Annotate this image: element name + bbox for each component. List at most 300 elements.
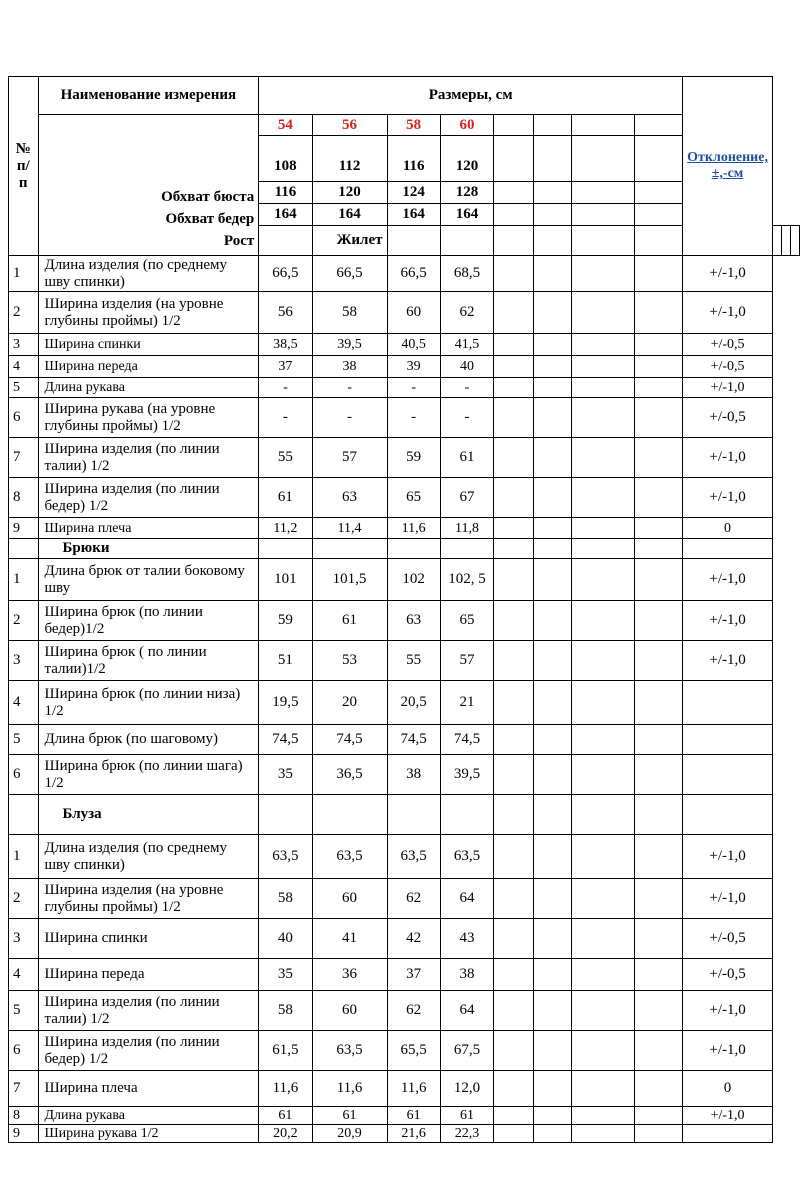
deviation-value: 0 bbox=[683, 518, 773, 539]
deviation-value: +/-1,0 bbox=[683, 1031, 773, 1071]
empty-cell bbox=[534, 204, 571, 226]
measurement-value: 62 bbox=[440, 292, 493, 334]
section-title: Брюки bbox=[38, 539, 259, 559]
measurement-value: 37 bbox=[259, 356, 312, 378]
empty-cell bbox=[571, 334, 634, 356]
deviation-value: +/-1,0 bbox=[683, 879, 773, 919]
measurement-value: 51 bbox=[259, 641, 312, 681]
size-label: 54 bbox=[259, 115, 311, 136]
deviation-value: +/-1,0 bbox=[683, 991, 773, 1031]
empty-cell bbox=[634, 1071, 682, 1107]
empty-cell bbox=[440, 795, 493, 835]
measurement-value: 22,3 bbox=[440, 1125, 493, 1143]
measurement-value: 67 bbox=[440, 478, 493, 518]
bust-value: 116 bbox=[402, 158, 425, 174]
empty-cell bbox=[571, 539, 634, 559]
measurement-value: 42 bbox=[387, 919, 440, 959]
row-number: 9 bbox=[9, 1125, 39, 1143]
measure-value: 164 bbox=[440, 204, 493, 226]
empty-cell bbox=[634, 204, 682, 226]
empty-cell bbox=[634, 518, 682, 539]
measurement-value: 64 bbox=[440, 991, 493, 1031]
measurement-name: Ширина переда bbox=[38, 356, 259, 378]
name-column-header: Наименование измерения bbox=[38, 77, 259, 115]
empty-cell bbox=[9, 539, 39, 559]
deviation-value: +/-0,5 bbox=[683, 959, 773, 991]
measurement-value: 62 bbox=[387, 991, 440, 1031]
measurement-value: - bbox=[259, 398, 312, 438]
empty-cell bbox=[571, 438, 634, 478]
empty-cell bbox=[534, 879, 571, 919]
empty-cell bbox=[494, 835, 534, 879]
deviation-value: +/-1,0 bbox=[683, 835, 773, 879]
empty-cell bbox=[534, 725, 571, 755]
measurement-value: 61 bbox=[387, 1107, 440, 1125]
empty-cell bbox=[534, 1107, 571, 1125]
empty-cell bbox=[634, 681, 682, 725]
measurement-value: 61 bbox=[312, 601, 387, 641]
measurement-value: - bbox=[387, 378, 440, 398]
size-column bbox=[571, 115, 634, 182]
measurement-value: 41 bbox=[312, 919, 387, 959]
measurement-name: Ширина спинки bbox=[38, 919, 259, 959]
empty-cell bbox=[634, 1125, 682, 1143]
deviation-value: +/-0,5 bbox=[683, 919, 773, 959]
deviation-value bbox=[683, 1125, 773, 1143]
measure-labels bbox=[38, 115, 259, 256]
empty-cell bbox=[571, 398, 634, 438]
row-number: 3 bbox=[9, 919, 39, 959]
measurement-value: - bbox=[312, 378, 387, 398]
row-number: 2 bbox=[9, 879, 39, 919]
row-number: 4 bbox=[9, 356, 39, 378]
table-row bbox=[9, 256, 800, 292]
empty-cell bbox=[634, 795, 682, 835]
empty-cell bbox=[634, 292, 682, 334]
empty-cell bbox=[634, 959, 682, 991]
empty-cell bbox=[634, 879, 682, 919]
empty-cell bbox=[534, 398, 571, 438]
table-row bbox=[9, 919, 800, 959]
table-row bbox=[9, 438, 800, 478]
measurement-value: 61 bbox=[440, 1107, 493, 1125]
measurement-value: 41,5 bbox=[440, 334, 493, 356]
empty-cell bbox=[571, 919, 634, 959]
measurement-value: 61 bbox=[312, 1107, 387, 1125]
deviation-value: +/-0,5 bbox=[683, 398, 773, 438]
measure-label-height: Рост bbox=[223, 233, 255, 249]
measurement-name: Ширина изделия (на уровне глубины проймы) 1/2 bbox=[38, 879, 259, 919]
row-number: 7 bbox=[9, 1071, 39, 1107]
empty-cell bbox=[634, 334, 682, 356]
empty-cell bbox=[494, 356, 534, 378]
row-number: 3 bbox=[9, 334, 39, 356]
empty-cell bbox=[534, 356, 571, 378]
table-row bbox=[9, 601, 800, 641]
size-column bbox=[634, 115, 682, 182]
measurement-name: Ширина спинки bbox=[38, 334, 259, 356]
deviation-value: +/-1,0 bbox=[683, 559, 773, 601]
measurement-value: 60 bbox=[387, 292, 440, 334]
empty-cell bbox=[634, 478, 682, 518]
deviation-value: +/-0,5 bbox=[683, 356, 773, 378]
measurement-value: 58 bbox=[259, 879, 312, 919]
empty-cell bbox=[571, 725, 634, 755]
measurement-value: 60 bbox=[312, 879, 387, 919]
empty-cell bbox=[534, 641, 571, 681]
empty-cell bbox=[534, 601, 571, 641]
measurement-value: 65 bbox=[440, 601, 493, 641]
size-column bbox=[259, 115, 312, 182]
empty-cell bbox=[494, 334, 534, 356]
empty-cell bbox=[494, 518, 534, 539]
empty-cell bbox=[494, 755, 534, 795]
measurement-value: 61,5 bbox=[259, 1031, 312, 1071]
empty-cell bbox=[791, 226, 800, 256]
measurement-name: Ширина изделия (по линии талии) 1/2 bbox=[38, 991, 259, 1031]
empty-cell bbox=[571, 1071, 634, 1107]
measurement-value: 74,5 bbox=[440, 725, 493, 755]
table-row bbox=[9, 879, 800, 919]
bust-value: 112 bbox=[338, 158, 361, 174]
empty-cell bbox=[494, 438, 534, 478]
empty-cell bbox=[571, 959, 634, 991]
measurement-value: 40 bbox=[259, 919, 312, 959]
empty-cell bbox=[312, 795, 387, 835]
empty-cell bbox=[634, 378, 682, 398]
empty-cell bbox=[534, 334, 571, 356]
empty-cell bbox=[387, 226, 440, 256]
measurement-value: 63,5 bbox=[259, 835, 312, 879]
deviation-value: +/-1,0 bbox=[683, 256, 773, 292]
measurement-value: 40 bbox=[440, 356, 493, 378]
measurement-value: 12,0 bbox=[440, 1071, 493, 1107]
deviation-value: 0 bbox=[683, 1071, 773, 1107]
empty-cell bbox=[387, 539, 440, 559]
empty-cell bbox=[534, 226, 571, 256]
empty-cell bbox=[494, 1071, 534, 1107]
measurement-value: 74,5 bbox=[312, 725, 387, 755]
measurement-value: 61 bbox=[259, 1107, 312, 1125]
measurement-value: 11,6 bbox=[259, 1071, 312, 1107]
empty-cell bbox=[494, 879, 534, 919]
deviation-value: +/-1,0 bbox=[683, 1107, 773, 1125]
empty-cell bbox=[534, 959, 571, 991]
empty-cell bbox=[571, 641, 634, 681]
measurement-value: 39,5 bbox=[312, 334, 387, 356]
row-number: 5 bbox=[9, 991, 39, 1031]
table-row bbox=[9, 478, 800, 518]
measurement-value: 58 bbox=[259, 991, 312, 1031]
measurement-value: 65 bbox=[387, 478, 440, 518]
measurement-value: 20 bbox=[312, 681, 387, 725]
empty-cell bbox=[571, 1125, 634, 1143]
empty-cell bbox=[571, 378, 634, 398]
empty-cell bbox=[634, 919, 682, 959]
table-row bbox=[9, 334, 800, 356]
table-row bbox=[9, 641, 800, 681]
empty-cell bbox=[534, 991, 571, 1031]
measurement-name: Длина брюк (по шаговому) bbox=[38, 725, 259, 755]
measurement-value: 11,2 bbox=[259, 518, 312, 539]
measurement-value: 66,5 bbox=[387, 256, 440, 292]
empty-cell bbox=[259, 226, 312, 256]
empty-cell bbox=[494, 601, 534, 641]
bust-value: 108 bbox=[274, 158, 297, 174]
size-label: 60 bbox=[441, 115, 493, 136]
measurement-value: 57 bbox=[312, 438, 387, 478]
deviation-value: +/-1,0 bbox=[683, 378, 773, 398]
measurement-value: 63,5 bbox=[312, 1031, 387, 1071]
deviation-value: +/-1,0 bbox=[683, 438, 773, 478]
measurement-value: 63,5 bbox=[312, 835, 387, 879]
empty-cell bbox=[571, 292, 634, 334]
measurement-name: Ширина рукава 1/2 bbox=[38, 1125, 259, 1143]
row-number: 1 bbox=[9, 256, 39, 292]
measurement-value: 11,4 bbox=[312, 518, 387, 539]
empty-cell bbox=[571, 182, 634, 204]
measurement-value: 101 bbox=[259, 559, 312, 601]
empty-cell bbox=[571, 601, 634, 641]
table-row bbox=[9, 959, 800, 991]
empty-cell bbox=[634, 256, 682, 292]
empty-cell bbox=[634, 438, 682, 478]
measurement-value: 53 bbox=[312, 641, 387, 681]
empty-cell bbox=[440, 226, 493, 256]
measurement-value: 61 bbox=[259, 478, 312, 518]
empty-cell bbox=[534, 755, 571, 795]
empty-size-slot bbox=[534, 115, 570, 136]
measurement-value: 63,5 bbox=[440, 835, 493, 879]
empty-cell bbox=[494, 378, 534, 398]
measurement-value: 102, 5 bbox=[440, 559, 493, 601]
measurement-value: 40,5 bbox=[387, 334, 440, 356]
table-row bbox=[9, 991, 800, 1031]
empty-cell bbox=[634, 226, 682, 256]
measurement-value: 63 bbox=[387, 601, 440, 641]
empty-cell bbox=[571, 356, 634, 378]
empty-cell bbox=[259, 539, 312, 559]
empty-cell bbox=[571, 518, 634, 539]
empty-cell bbox=[534, 919, 571, 959]
empty-cell bbox=[440, 539, 493, 559]
measurement-value: 11,6 bbox=[312, 1071, 387, 1107]
empty-cell bbox=[534, 518, 571, 539]
measure-value: 164 bbox=[259, 204, 312, 226]
empty-cell bbox=[494, 795, 534, 835]
measurement-name: Ширина брюк (по линии бедер)1/2 bbox=[38, 601, 259, 641]
measurement-value: 38 bbox=[440, 959, 493, 991]
measurement-value: 39 bbox=[387, 356, 440, 378]
row-number: 2 bbox=[9, 292, 39, 334]
table-row bbox=[9, 1107, 800, 1125]
measurement-value: 21,6 bbox=[387, 1125, 440, 1143]
table-row bbox=[9, 559, 800, 601]
measurement-name: Длина изделия (по среднему шву спинки) bbox=[38, 256, 259, 292]
measurement-value: - bbox=[312, 398, 387, 438]
size-column bbox=[440, 115, 493, 182]
empty-cell bbox=[571, 795, 634, 835]
empty-cell bbox=[634, 539, 682, 559]
measurement-name: Ширина рукава (на уровне глубины проймы) 1/2 bbox=[38, 398, 259, 438]
empty-cell bbox=[634, 1031, 682, 1071]
empty-cell bbox=[571, 681, 634, 725]
measurement-value: 36,5 bbox=[312, 755, 387, 795]
measurement-value: 55 bbox=[387, 641, 440, 681]
measurement-value: 59 bbox=[387, 438, 440, 478]
deviation-value bbox=[683, 725, 773, 755]
measurement-value: 35 bbox=[259, 959, 312, 991]
table-row bbox=[9, 1125, 800, 1143]
measurement-value: 11,6 bbox=[387, 1071, 440, 1107]
size-label: 56 bbox=[313, 115, 387, 136]
row-number: 1 bbox=[9, 835, 39, 879]
empty-cell bbox=[494, 204, 534, 226]
measurement-name: Ширина брюк (по линии низа) 1/2 bbox=[38, 681, 259, 725]
deviation-value bbox=[683, 681, 773, 725]
empty-cell bbox=[534, 378, 571, 398]
empty-cell bbox=[312, 539, 387, 559]
empty-cell bbox=[634, 601, 682, 641]
measurement-value: 74,5 bbox=[387, 725, 440, 755]
empty-cell bbox=[782, 226, 791, 256]
table-row bbox=[9, 356, 800, 378]
measurement-value: 38 bbox=[312, 356, 387, 378]
empty-size-slot bbox=[635, 115, 682, 136]
empty-cell bbox=[494, 559, 534, 601]
measurement-name: Ширина плеча bbox=[38, 1071, 259, 1107]
empty-cell bbox=[494, 1125, 534, 1143]
measurement-value: 63 bbox=[312, 478, 387, 518]
size-column bbox=[387, 115, 440, 182]
row-number: 2 bbox=[9, 601, 39, 641]
table-row bbox=[9, 398, 800, 438]
empty-cell bbox=[494, 641, 534, 681]
measurement-value: 21 bbox=[440, 681, 493, 725]
empty-cell bbox=[494, 182, 534, 204]
measurement-name: Ширина изделия (по линии бедер) 1/2 bbox=[38, 1031, 259, 1071]
empty-cell bbox=[534, 1125, 571, 1143]
measurement-name: Длина рукава bbox=[38, 1107, 259, 1125]
row-number: 7 bbox=[9, 438, 39, 478]
measurement-value: 19,5 bbox=[259, 681, 312, 725]
measurement-value: 36 bbox=[312, 959, 387, 991]
row-number: 5 bbox=[9, 725, 39, 755]
measurement-value: 58 bbox=[312, 292, 387, 334]
measurement-value: 35 bbox=[259, 755, 312, 795]
table-row bbox=[9, 835, 800, 879]
empty-cell bbox=[571, 879, 634, 919]
empty-cell bbox=[534, 1031, 571, 1071]
empty-cell bbox=[534, 795, 571, 835]
empty-cell bbox=[634, 835, 682, 879]
empty-cell bbox=[494, 478, 534, 518]
measurement-value: - bbox=[440, 398, 493, 438]
row-number: 8 bbox=[9, 1107, 39, 1125]
empty-cell bbox=[634, 755, 682, 795]
measurement-value: 61 bbox=[440, 438, 493, 478]
measurement-value: 66,5 bbox=[312, 256, 387, 292]
empty-cell bbox=[571, 835, 634, 879]
empty-cell bbox=[494, 991, 534, 1031]
measurement-value: 60 bbox=[312, 991, 387, 1031]
empty-cell bbox=[571, 204, 634, 226]
empty-cell bbox=[634, 398, 682, 438]
empty-cell bbox=[571, 1031, 634, 1071]
sizes-column-header: Размеры, см bbox=[259, 77, 683, 115]
measure-value: 124 bbox=[387, 182, 440, 204]
table-row bbox=[9, 1071, 800, 1107]
measurement-value: 43 bbox=[440, 919, 493, 959]
empty-cell bbox=[494, 681, 534, 725]
row-number: 4 bbox=[9, 959, 39, 991]
measure-value: 120 bbox=[312, 182, 387, 204]
measurement-value: - bbox=[440, 378, 493, 398]
empty-cell bbox=[534, 478, 571, 518]
empty-cell bbox=[571, 991, 634, 1031]
empty-cell bbox=[494, 959, 534, 991]
empty-size-slot bbox=[572, 115, 634, 136]
empty-size-slot bbox=[494, 115, 533, 136]
empty-cell bbox=[634, 356, 682, 378]
measurement-value: 38,5 bbox=[259, 334, 312, 356]
empty-cell bbox=[571, 755, 634, 795]
empty-cell bbox=[683, 539, 773, 559]
table-row bbox=[9, 378, 800, 398]
row-number: 6 bbox=[9, 398, 39, 438]
empty-cell bbox=[534, 438, 571, 478]
deviation-value: +/-1,0 bbox=[683, 478, 773, 518]
measure-value: 164 bbox=[312, 204, 387, 226]
table-row bbox=[9, 292, 800, 334]
deviation-value: +/-1,0 bbox=[683, 601, 773, 641]
measurement-value: 74,5 bbox=[259, 725, 312, 755]
deviation-column-header: Отклонение,±,-см bbox=[683, 77, 773, 256]
empty-cell bbox=[571, 478, 634, 518]
empty-cell bbox=[534, 1071, 571, 1107]
empty-cell bbox=[259, 795, 312, 835]
empty-cell bbox=[534, 292, 571, 334]
empty-cell bbox=[534, 256, 571, 292]
empty-cell bbox=[634, 991, 682, 1031]
number-column-header: № п/ п bbox=[9, 77, 39, 256]
size-column bbox=[312, 115, 387, 182]
section-title: Блуза bbox=[38, 795, 259, 835]
measurement-value: 63,5 bbox=[387, 835, 440, 879]
empty-cell bbox=[494, 919, 534, 959]
measurement-value: 64 bbox=[440, 879, 493, 919]
measurement-name: Длина изделия (по среднему шву спинки) bbox=[38, 835, 259, 879]
measure-value: 128 bbox=[440, 182, 493, 204]
empty-cell bbox=[634, 725, 682, 755]
measurement-name: Ширина плеча bbox=[38, 518, 259, 539]
measurement-value: 20,2 bbox=[259, 1125, 312, 1143]
empty-cell bbox=[387, 795, 440, 835]
deviation-value: +/-1,0 bbox=[683, 292, 773, 334]
measurement-value: 37 bbox=[387, 959, 440, 991]
measurement-name: Ширина изделия (по линии талии) 1/2 bbox=[38, 438, 259, 478]
row-number: 1 bbox=[9, 559, 39, 601]
size-column bbox=[534, 115, 571, 182]
table-row bbox=[9, 755, 800, 795]
measure-label-hips: Обхват бедер bbox=[165, 211, 255, 227]
section-row bbox=[9, 795, 800, 835]
empty-cell bbox=[534, 182, 571, 204]
size-table bbox=[8, 76, 800, 1143]
measurement-value: 68,5 bbox=[440, 256, 493, 292]
empty-cell bbox=[571, 1107, 634, 1125]
row-number: 6 bbox=[9, 1031, 39, 1071]
